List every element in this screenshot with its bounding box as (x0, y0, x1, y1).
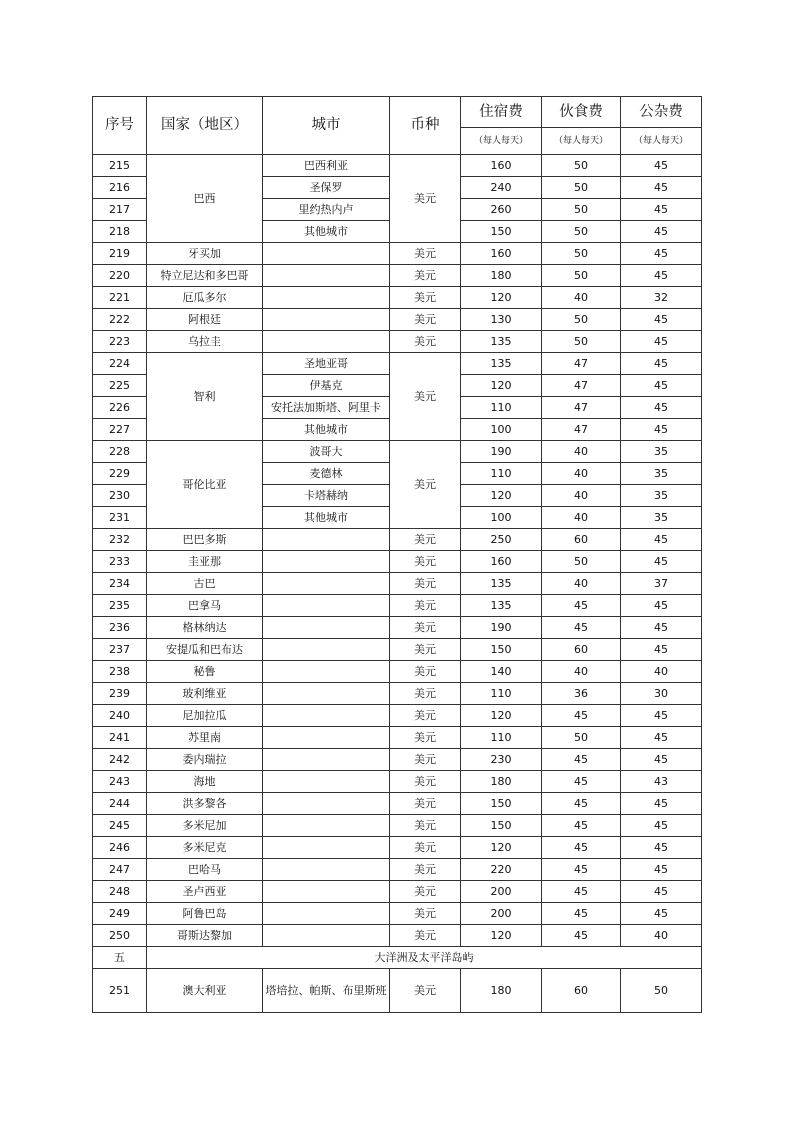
cell-currency: 美元 (390, 639, 461, 661)
cell-currency: 美元 (390, 705, 461, 727)
cell-country: 委内瑞拉 (147, 749, 263, 771)
cell-meals: 50 (542, 243, 621, 265)
cell-city (263, 749, 390, 771)
cell-meals: 50 (542, 155, 621, 177)
cell-lodging: 135 (461, 331, 542, 353)
cell-meals: 40 (542, 573, 621, 595)
cell-misc: 45 (621, 199, 702, 221)
cell-lodging: 160 (461, 155, 542, 177)
cell-lodging: 135 (461, 353, 542, 375)
cell-seq: 229 (93, 463, 147, 485)
cell-country: 海地 (147, 771, 263, 793)
table-row (93, 265, 702, 287)
table-row (93, 155, 702, 177)
cell-seq: 224 (93, 353, 147, 375)
cell-currency: 美元 (390, 771, 461, 793)
cell-lodging: 200 (461, 881, 542, 903)
cell-misc: 35 (621, 463, 702, 485)
cell-meals: 47 (542, 397, 621, 419)
cell-lodging: 120 (461, 485, 542, 507)
cell-misc: 32 (621, 287, 702, 309)
cell-lodging: 110 (461, 683, 542, 705)
cell-meals: 40 (542, 661, 621, 683)
cell-currency: 美元 (390, 815, 461, 837)
cell-misc: 45 (621, 639, 702, 661)
cell-currency: 美元 (390, 573, 461, 595)
cell-misc: 45 (621, 529, 702, 551)
cell-country: 牙买加 (147, 243, 263, 265)
cell-city: 塔培拉、帕斯、布里斯班 (263, 969, 390, 1013)
cell-lodging: 180 (461, 771, 542, 793)
cell-seq: 236 (93, 617, 147, 639)
cell-lodging: 150 (461, 793, 542, 815)
cell-city (263, 705, 390, 727)
cell-misc: 30 (621, 683, 702, 705)
cell-seq: 247 (93, 859, 147, 881)
cell-city: 圣保罗 (263, 177, 390, 199)
cell-seq: 235 (93, 595, 147, 617)
cell-currency: 美元 (390, 551, 461, 573)
cell-seq: 240 (93, 705, 147, 727)
cell-currency: 美元 (390, 903, 461, 925)
cell-lodging: 120 (461, 375, 542, 397)
table-row (93, 353, 702, 375)
cell-meals: 50 (542, 551, 621, 573)
cell-meals: 50 (542, 265, 621, 287)
cell-lodging: 120 (461, 705, 542, 727)
cell-misc: 45 (621, 155, 702, 177)
cell-currency: 美元 (390, 331, 461, 353)
cell-seq: 244 (93, 793, 147, 815)
table-row (93, 683, 702, 705)
cell-country: 尼加拉瓜 (147, 705, 263, 727)
cell-city (263, 639, 390, 661)
cell-lodging: 250 (461, 529, 542, 551)
cell-misc: 45 (621, 353, 702, 375)
cell-misc: 45 (621, 595, 702, 617)
cell-country: 巴哈马 (147, 859, 263, 881)
cell-seq: 249 (93, 903, 147, 925)
cell-city: 其他城市 (263, 419, 390, 441)
cell-currency: 美元 (390, 793, 461, 815)
cell-meals: 45 (542, 859, 621, 881)
cell-misc: 45 (621, 177, 702, 199)
cell-misc: 45 (621, 265, 702, 287)
cell-currency: 美元 (390, 969, 461, 1013)
cell-meals: 45 (542, 749, 621, 771)
cell-country: 安提瓜和巴布达 (147, 639, 263, 661)
cell-seq: 233 (93, 551, 147, 573)
cell-seq: 239 (93, 683, 147, 705)
cell-city: 麦德林 (263, 463, 390, 485)
cell-seq: 223 (93, 331, 147, 353)
cell-currency: 美元 (390, 837, 461, 859)
cell-meals: 50 (542, 199, 621, 221)
cell-country: 澳大利亚 (147, 969, 263, 1013)
cell-currency: 美元 (390, 925, 461, 947)
cell-meals: 60 (542, 969, 621, 1013)
cell-misc: 45 (621, 309, 702, 331)
cell-lodging: 190 (461, 441, 542, 463)
cell-misc: 45 (621, 727, 702, 749)
cell-meals: 47 (542, 375, 621, 397)
cell-currency: 美元 (390, 243, 461, 265)
table-row (93, 793, 702, 815)
cell-city: 巴西利亚 (263, 155, 390, 177)
cell-lodging: 110 (461, 463, 542, 485)
table-row (93, 661, 702, 683)
cell-seq: 251 (93, 969, 147, 1013)
table-body (93, 155, 702, 1013)
cell-country: 多米尼加 (147, 815, 263, 837)
cell-currency: 美元 (390, 441, 461, 529)
header-country: 国家（地区） (147, 97, 263, 155)
cell-meals: 50 (542, 727, 621, 749)
table-row (93, 705, 702, 727)
cell-lodging: 160 (461, 551, 542, 573)
cell-misc: 35 (621, 441, 702, 463)
header-lodging: 住宿费 (461, 97, 542, 128)
cell-city (263, 903, 390, 925)
table-row (93, 551, 702, 573)
table-row (93, 903, 702, 925)
cell-city (263, 925, 390, 947)
cell-misc: 45 (621, 793, 702, 815)
table-row (93, 243, 702, 265)
cell-currency: 美元 (390, 661, 461, 683)
cell-city (263, 727, 390, 749)
table-row (93, 331, 702, 353)
cell-currency: 美元 (390, 529, 461, 551)
cell-meals: 45 (542, 881, 621, 903)
cell-meals: 50 (542, 331, 621, 353)
header-meals-unit: （每人每天） (542, 128, 621, 155)
cell-meals: 45 (542, 595, 621, 617)
table-row (93, 595, 702, 617)
cell-lodging: 140 (461, 661, 542, 683)
cell-currency: 美元 (390, 683, 461, 705)
header-currency: 币种 (390, 97, 461, 155)
cell-meals: 40 (542, 463, 621, 485)
cell-meals: 40 (542, 287, 621, 309)
cell-city (263, 881, 390, 903)
cell-seq: 234 (93, 573, 147, 595)
cell-city: 伊基克 (263, 375, 390, 397)
cell-lodging: 260 (461, 199, 542, 221)
cell-country: 秘鲁 (147, 661, 263, 683)
cell-seq: 250 (93, 925, 147, 947)
cell-city (263, 837, 390, 859)
cell-lodging: 135 (461, 595, 542, 617)
cell-city (263, 551, 390, 573)
cell-misc: 45 (621, 397, 702, 419)
cell-lodging: 110 (461, 397, 542, 419)
cell-meals: 45 (542, 925, 621, 947)
cell-seq: 227 (93, 419, 147, 441)
cell-currency: 美元 (390, 595, 461, 617)
cell-misc: 45 (621, 749, 702, 771)
cell-seq: 215 (93, 155, 147, 177)
cell-meals: 40 (542, 485, 621, 507)
cell-seq: 242 (93, 749, 147, 771)
table-row (93, 881, 702, 903)
cell-lodging: 180 (461, 969, 542, 1013)
cell-misc: 45 (621, 705, 702, 727)
cell-meals: 45 (542, 617, 621, 639)
cell-city (263, 287, 390, 309)
cell-currency: 美元 (390, 353, 461, 441)
cell-city: 安托法加斯塔、阿里卡 (263, 397, 390, 419)
cell-country: 洪多黎各 (147, 793, 263, 815)
cell-misc: 45 (621, 243, 702, 265)
table-row (93, 771, 702, 793)
cell-currency: 美元 (390, 287, 461, 309)
header-lodging-unit: （每人每天） (461, 128, 542, 155)
cell-currency: 美元 (390, 727, 461, 749)
table-row (93, 727, 702, 749)
cell-misc: 45 (621, 375, 702, 397)
cell-currency: 美元 (390, 859, 461, 881)
cell-lodging: 230 (461, 749, 542, 771)
cell-city (263, 243, 390, 265)
cell-lodging: 130 (461, 309, 542, 331)
cell-city (263, 331, 390, 353)
cell-seq: 220 (93, 265, 147, 287)
cell-lodging: 120 (461, 925, 542, 947)
cell-lodging: 135 (461, 573, 542, 595)
cell-meals: 60 (542, 639, 621, 661)
table-row (93, 287, 702, 309)
cell-seq: 216 (93, 177, 147, 199)
cell-misc: 45 (621, 617, 702, 639)
cell-meals: 45 (542, 771, 621, 793)
table-row (93, 639, 702, 661)
cell-city (263, 859, 390, 881)
cell-misc: 45 (621, 331, 702, 353)
cell-meals: 45 (542, 793, 621, 815)
cell-city (263, 265, 390, 287)
cell-seq: 238 (93, 661, 147, 683)
cell-misc: 43 (621, 771, 702, 793)
cell-seq: 226 (93, 397, 147, 419)
cell-meals: 40 (542, 507, 621, 529)
cell-country: 巴拿马 (147, 595, 263, 617)
table-row (93, 859, 702, 881)
table-row (93, 529, 702, 551)
cell-misc: 45 (621, 837, 702, 859)
cell-city (263, 771, 390, 793)
cell-lodging: 110 (461, 727, 542, 749)
cell-lodging: 120 (461, 837, 542, 859)
cell-misc: 45 (621, 221, 702, 243)
cell-seq: 243 (93, 771, 147, 793)
cell-currency: 美元 (390, 265, 461, 287)
cell-country: 乌拉圭 (147, 331, 263, 353)
cell-misc: 40 (621, 661, 702, 683)
cell-city (263, 683, 390, 705)
cell-lodging: 120 (461, 287, 542, 309)
cell-seq: 218 (93, 221, 147, 243)
cell-city: 其他城市 (263, 507, 390, 529)
cell-city: 里约热内卢 (263, 199, 390, 221)
cell-seq: 228 (93, 441, 147, 463)
cell-lodging: 220 (461, 859, 542, 881)
cell-city: 其他城市 (263, 221, 390, 243)
cell-lodging: 160 (461, 243, 542, 265)
cell-seq: 237 (93, 639, 147, 661)
cell-seq: 230 (93, 485, 147, 507)
cell-meals: 40 (542, 441, 621, 463)
cell-seq: 219 (93, 243, 147, 265)
cell-misc: 37 (621, 573, 702, 595)
header-meals: 伙食费 (542, 97, 621, 128)
cell-misc: 35 (621, 507, 702, 529)
cell-city (263, 309, 390, 331)
cell-country: 古巴 (147, 573, 263, 595)
cell-city (263, 815, 390, 837)
cell-city (263, 617, 390, 639)
cell-country: 苏里南 (147, 727, 263, 749)
cell-misc: 45 (621, 903, 702, 925)
cell-misc: 45 (621, 551, 702, 573)
cell-lodging: 150 (461, 639, 542, 661)
cell-meals: 47 (542, 353, 621, 375)
cell-lodging: 150 (461, 221, 542, 243)
header-misc-unit: （每人每天） (621, 128, 702, 155)
cell-country: 巴西 (147, 155, 263, 243)
cell-currency: 美元 (390, 155, 461, 243)
table-row (93, 309, 702, 331)
cell-city: 波哥大 (263, 441, 390, 463)
cell-seq: 221 (93, 287, 147, 309)
cell-meals: 36 (542, 683, 621, 705)
table-row (93, 617, 702, 639)
cell-country: 玻利维亚 (147, 683, 263, 705)
cell-country: 巴巴多斯 (147, 529, 263, 551)
cell-country: 特立尼达和多巴哥 (147, 265, 263, 287)
cell-misc: 45 (621, 419, 702, 441)
cell-country: 厄瓜多尔 (147, 287, 263, 309)
cell-seq: 246 (93, 837, 147, 859)
cell-misc: 45 (621, 859, 702, 881)
cell-city (263, 573, 390, 595)
header-city: 城市 (263, 97, 390, 155)
cell-misc: 40 (621, 925, 702, 947)
cell-city (263, 661, 390, 683)
cell-currency: 美元 (390, 617, 461, 639)
cell-meals: 50 (542, 221, 621, 243)
cell-city (263, 793, 390, 815)
cell-lodging: 150 (461, 815, 542, 837)
cell-lodging: 190 (461, 617, 542, 639)
table-row (93, 749, 702, 771)
cell-meals: 45 (542, 705, 621, 727)
cell-seq: 217 (93, 199, 147, 221)
table-row (93, 837, 702, 859)
cell-city (263, 529, 390, 551)
table-row (93, 815, 702, 837)
section-seq: 五 (93, 947, 147, 969)
cell-seq: 232 (93, 529, 147, 551)
cell-seq: 222 (93, 309, 147, 331)
cell-misc: 35 (621, 485, 702, 507)
cell-lodging: 100 (461, 507, 542, 529)
cell-seq: 241 (93, 727, 147, 749)
table-row (93, 441, 702, 463)
cell-country: 圣卢西亚 (147, 881, 263, 903)
table-row (93, 925, 702, 947)
cell-country: 哥伦比亚 (147, 441, 263, 529)
table-row (93, 969, 702, 1013)
header-misc: 公杂费 (621, 97, 702, 128)
cell-meals: 45 (542, 815, 621, 837)
section-title: 大洋洲及太平洋岛屿 (147, 947, 702, 969)
cell-lodging: 240 (461, 177, 542, 199)
cell-currency: 美元 (390, 309, 461, 331)
cell-meals: 45 (542, 903, 621, 925)
cell-lodging: 200 (461, 903, 542, 925)
cell-meals: 60 (542, 529, 621, 551)
cell-country: 智利 (147, 353, 263, 441)
section-row (93, 947, 702, 969)
cell-country: 阿鲁巴岛 (147, 903, 263, 925)
cell-misc: 50 (621, 969, 702, 1013)
header-seq: 序号 (93, 97, 147, 155)
expense-standards-table (92, 96, 702, 1013)
cell-country: 圭亚那 (147, 551, 263, 573)
cell-lodging: 100 (461, 419, 542, 441)
cell-currency: 美元 (390, 881, 461, 903)
cell-misc: 45 (621, 881, 702, 903)
cell-country: 阿根廷 (147, 309, 263, 331)
cell-misc: 45 (621, 815, 702, 837)
cell-city: 卡塔赫纳 (263, 485, 390, 507)
cell-city: 圣地亚哥 (263, 353, 390, 375)
cell-seq: 248 (93, 881, 147, 903)
cell-meals: 45 (542, 837, 621, 859)
cell-meals: 47 (542, 419, 621, 441)
cell-currency: 美元 (390, 749, 461, 771)
cell-seq: 225 (93, 375, 147, 397)
cell-meals: 50 (542, 309, 621, 331)
cell-country: 哥斯达黎加 (147, 925, 263, 947)
cell-country: 多米尼克 (147, 837, 263, 859)
cell-seq: 231 (93, 507, 147, 529)
table-row (93, 573, 702, 595)
cell-country: 格林纳达 (147, 617, 263, 639)
cell-lodging: 180 (461, 265, 542, 287)
cell-seq: 245 (93, 815, 147, 837)
cell-meals: 50 (542, 177, 621, 199)
cell-city (263, 595, 390, 617)
